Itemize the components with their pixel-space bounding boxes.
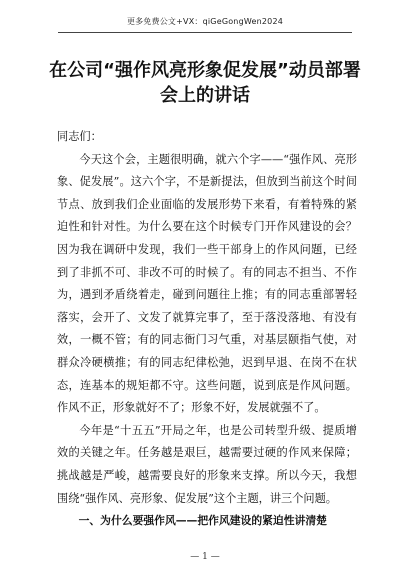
title-line-1: 在公司“强作风亮形象促发展”动员部署 <box>49 60 361 81</box>
paragraph-2: 今年是“十五五”开局之年，也是公司转型升级、提质增效的关键之年。任务越是艰巨，越需要过硬的作风来保障；挑战越是严峻，越需要良好的形象来支撑。所以今天，我想围绕“强作风、亮形象、促发展”这个主题，讲三个问题。 <box>57 423 357 505</box>
document-title <box>40 58 370 108</box>
section-heading: 一、为什么要强作风——把作风建设的紧迫性讲清楚 <box>78 514 327 528</box>
salutation: 同志们： <box>57 130 102 143</box>
title-line-2: 会上的讲话 <box>160 85 250 106</box>
paragraph-1: 今天这个会，主题很明确，就六个字——“强作风、亮形象、促发展”。这六个字，不是新提法，但放到当前这个时间节点、放到我们企业面临的发展形势下来看，有着特殊的紧迫性和针对性。为什么要在这个时候专门开作风建设的会？因为我在调研中发现，我们一些干部身上的作风问题，已经到了非抓不可、非改不可的时候了。有的同志不担当、不作为，遇到矛盾绕着走，碰到问题往上推；有的同志重部署轻落实，会开了、文发了就算完事了，至于落没落地、有没有效，一概不管；有的同志衙门习气重，对基层颐指气使，对群众冷硬横推；有的同志纪律松弛，迟到早退、在岗不在状态，连基本的规矩都不守。这些问题，说到底是作风问题。作风不正，形象就好不了；形象不好，发展就强不了。 <box>57 152 357 415</box>
document-body <box>57 126 357 533</box>
header-divider <box>58 32 352 33</box>
page-number: — 1 — <box>190 552 220 562</box>
header-note: 更多免费公文+VX：qiGeGongWen2024 <box>126 17 284 26</box>
